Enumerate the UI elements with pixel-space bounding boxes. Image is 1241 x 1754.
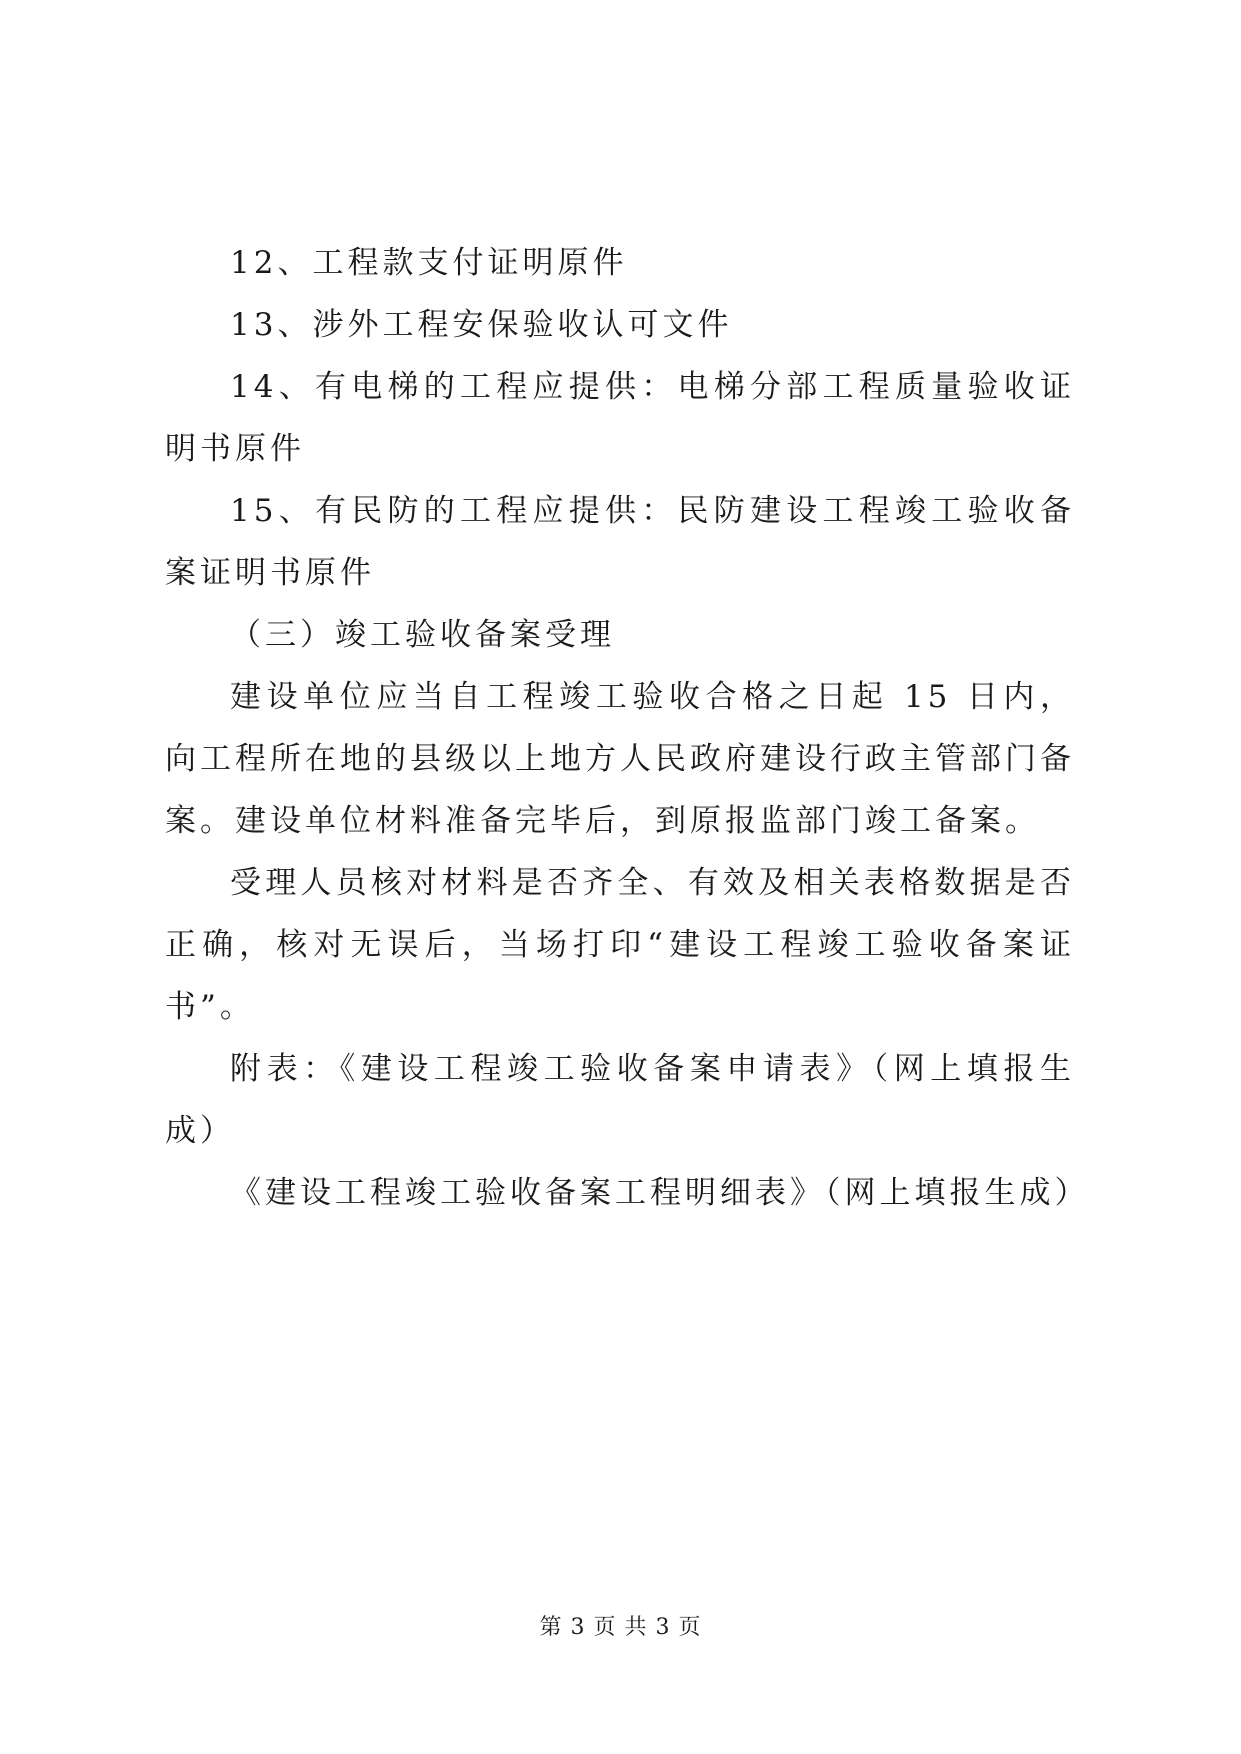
page-number-footer: 第 3 页 共 3 页 <box>539 1615 702 1640</box>
attachment-project-detail-form: 《建设工程竣工验收备案工程明细表》（网上填报生成） <box>230 1175 1090 1211</box>
document-body <box>165 232 1090 1224</box>
list-item-15: 15、有民防的工程应提供：民防建设工程竣工验收备案证明书原件 <box>165 493 1075 591</box>
list-item-13: 13、涉外工程安保验收认可文件 <box>230 307 733 343</box>
list-item-12: 12、工程款支付证明原件 <box>230 245 628 281</box>
attachment-application-form: 附表：《建设工程竣工验收备案申请表》（网上填报生成） <box>165 1051 1075 1149</box>
paragraph-filing-deadline: 建设单位应当自工程竣工验收合格之日起 15 日内，向工程所在地的县级以上地方人民政府建设行政主管部门备案。建设单位材料准备完毕后，到原报监部门竣工备案。 <box>165 679 1075 839</box>
paragraph-verification: 受理人员核对材料是否齐全、有效及相关表格数据是否正确，核对无误后，当场打印“建设工程竣工验收备案证书”。 <box>165 865 1075 1025</box>
list-item-14: 14、有电梯的工程应提供：电梯分部工程质量验收证明书原件 <box>165 369 1075 467</box>
section-heading: （三）竣工验收备案受理 <box>230 617 615 653</box>
